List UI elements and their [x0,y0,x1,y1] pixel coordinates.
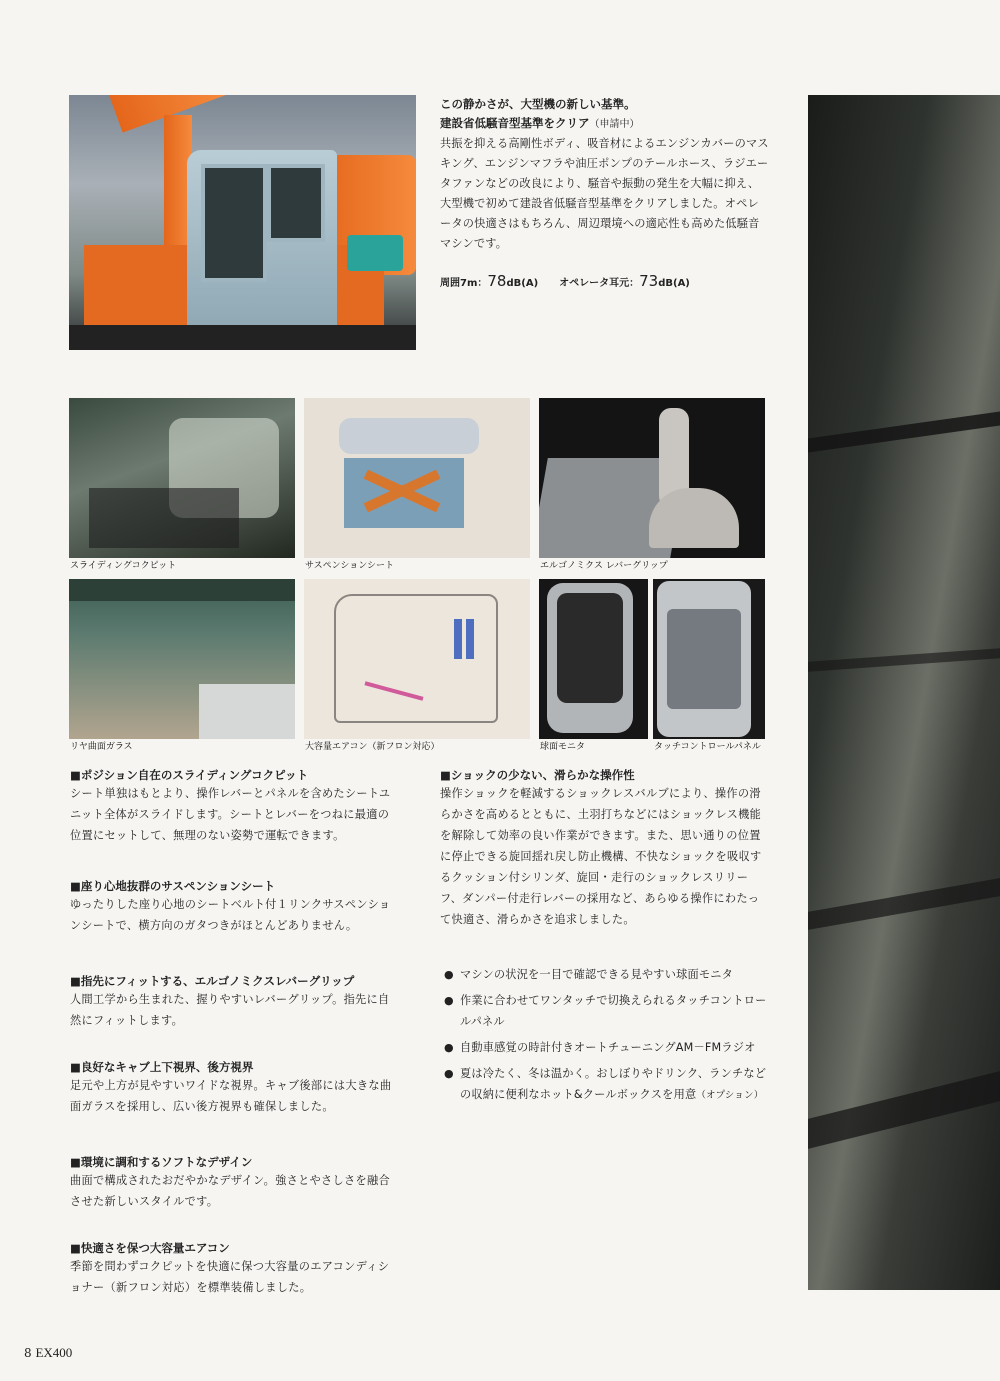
list-item: ● 自動車感覚の時計付きオートチューニングAM－FMラジオ [440,1037,768,1058]
spec2-value: 73 [639,272,659,290]
spec2-label: オペレータ耳元： [559,278,640,289]
noise-spec [440,272,690,290]
operation-heading: ■ショックの少ない、滑らかな操作性 [440,768,635,782]
list-item: ● 作業に合わせてワンタッチで切換えられるタッチコントロールパネル [440,990,768,1032]
option-note: （オプション） [696,1090,764,1101]
feature-section [70,1154,398,1224]
right-feature-column [440,767,768,930]
intro-body: 共振を抑える高剛性ボディ、吸音材によるエンジンカバーのマスキング、エンジンマフラや油圧ポンプのテールホース、ラジエータファンなどの改良により、騒音や振動の発生を大幅に抑え、大型機で初めて建設省低騒音型基準をクリアしました。オペレータの快適さはもちろん、周辺環境への適応性も高めた低騒音マシンです。 [440,137,769,250]
equipment-list [440,964,768,1111]
spec1-unit: dB(A) [506,278,539,289]
caption-sliding-cockpit: スライディングコクピット [70,561,177,571]
feature-heading: ■良好なキャブ上下視界、後方視界 [70,1060,254,1074]
feature-body: シート単独はもとより、操作レバーとパネルを含めたシートユニット全体がスライドします。シートとレバーをつねに最適の位置にセットして、無理のない姿勢で運転できます。 [70,787,391,842]
operation-body: 操作ショックを軽減するショックレスバルブにより、操作の滑らかさを高めるとともに、土羽打ちなどにはショックレス機能を解除して効率の良い作業ができます。また、思い通りの位置に停止できる旋回揺れ戻し防止機構、不快なショックを吸収するクッション付シリンダ、旋回・走行のショックレスリリーフ、ダンパー付走行レバーの採用など、あらゆる操作にわたって快適さ、滑らかさを追求しました。 [440,787,762,926]
feature-heading: ■指先にフィットする、エルゴノミクスレバーグリップ [70,974,355,988]
feature-body: 曲面で構成されたおだやかなデザイン。強さとやさしさを融合させた新しいスタイルです。 [70,1174,390,1208]
caption-ergonomic-grip: エルゴノミクス レバーグリップ [540,561,668,571]
caption-aircon: 大容量エアコン（新フロン対応） [305,742,440,752]
feature-section [70,767,398,862]
feature-body: ゆったりした座り心地のシートベルト付１リンクサスペンションシートで、横方向のガタつきがほとんどありません。 [70,898,391,932]
feature-section [70,878,398,973]
model-name: EX400 [35,1345,73,1360]
caption-rear-glass: リヤ曲面ガラス [70,742,133,752]
feature-section [70,1059,398,1154]
excavator-cab-photo [69,95,416,350]
feature-body: 足元や上方が見やすいワイドな視界。キャブ後部には大きな曲面ガラスを採用し、広い後方視界も確保しました。 [70,1079,392,1113]
intro-subheadline-note: （申請中） [589,119,640,130]
feature-heading: ■座り心地抜群のサスペンションシート [70,879,276,893]
list-item: ● 夏は冷たく、冬は温かく。おしぼりやドリンク、ランチなどの収納に便利なホット&クールボックスを用意（オプション） [440,1063,768,1106]
monitor-photo [539,579,648,739]
left-feature-column [70,767,398,1298]
caption-touch-panel: タッチコントロールパネル [654,742,761,752]
bullet-icon: ● [444,994,454,1007]
feature-heading: ■ポジション自在のスライディングコクピット [70,768,309,782]
feature-body: 人間工学から生まれた、握りやすいレバーグリップ。指先に自然にフィットします。 [70,993,390,1027]
feature-heading: ■環境に調和するソフトなデザイン [70,1155,253,1169]
feature-section [70,1240,398,1298]
intro-subheadline [440,115,640,133]
bullet-icon: ● [444,1041,454,1054]
rear-glass-photo [69,579,295,739]
caption-monitor: 球面モニタ [540,742,586,752]
page-number: 8 [24,1346,32,1360]
ergonomic-grip-photo [539,398,765,558]
suspension-seat-diagram [304,398,530,558]
intro-subheadline-text: 建設省低騒音型基準をクリア [440,116,590,130]
sliding-cockpit-photo [69,398,295,558]
bullet-icon: ● [444,968,454,981]
bullet-icon: ● [444,1067,454,1080]
caption-suspension-seat: サスペンションシート [305,561,395,571]
page-footer [24,1345,72,1361]
touch-panel-photo [653,579,765,739]
list-item: ● マシンの状況を一目で確認できる見やすい球面モニタ [440,964,768,985]
spec2-unit: dB(A) [658,278,690,289]
spec1-value: 78 [487,272,507,290]
feature-section [70,973,398,1043]
intro-headline: この静かさが、大型機の新しい基準。 [440,97,636,111]
spec1-label: 周囲7m： [440,278,488,289]
aircon-diagram [304,579,530,739]
feature-heading: ■快適さを保つ大容量エアコン [70,1241,230,1255]
feature-body: 季節を問わずコクピットを快適に保つ大容量のエアコンディショナー（新フロン対応）を標準装備しました。 [70,1260,390,1294]
side-photo-panel [808,95,1000,1290]
